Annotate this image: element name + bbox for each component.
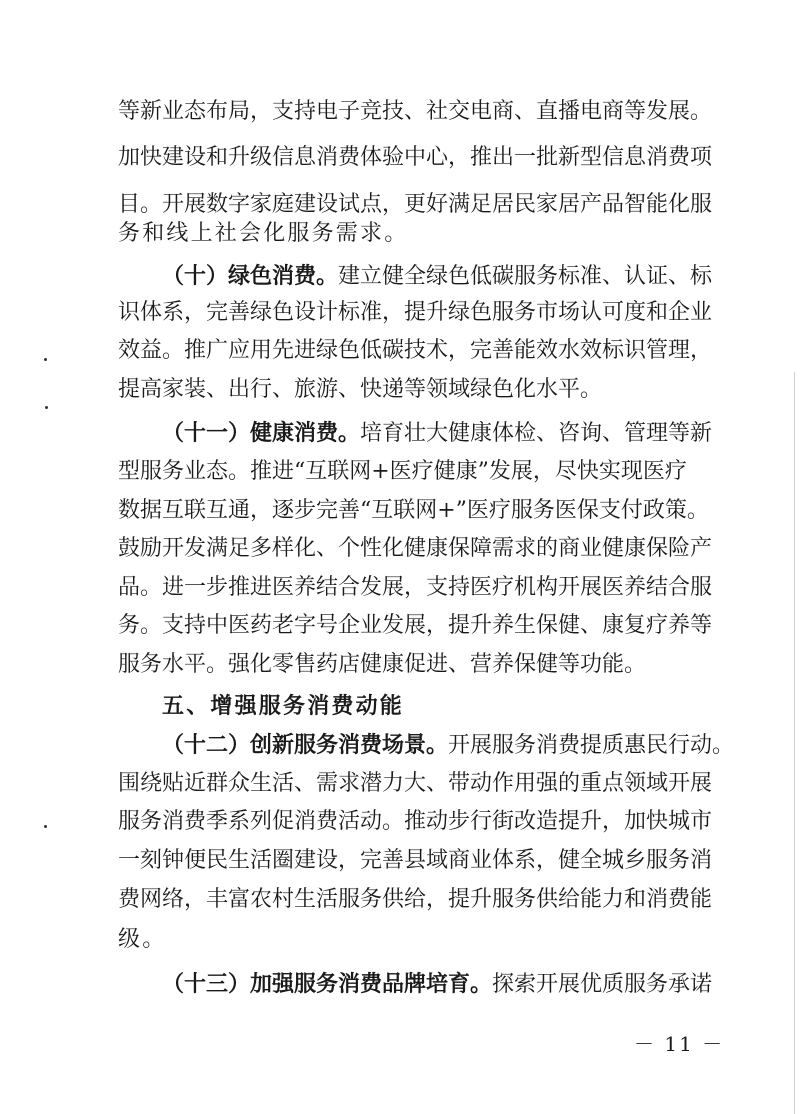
- line-text: 一刻钟便民生活圈建设，完善县域商业体系，健全城乡服务消: [118, 848, 713, 873]
- line-text: 等新业态布局，支持电子竞技、社交电商、直播电商等发展。: [118, 99, 713, 124]
- line-text: 型服务业态。推进“互联网+医疗健康”发展，尽快实现医疗: [118, 459, 687, 484]
- text-line: [118, 572, 732, 604]
- line-text: 服务消费季系列促消费活动。推动步行街改造提升，加快城市: [118, 809, 713, 834]
- line-text: 目。开展数字家庭建设试点，更好满足居民家居产品智能化服: [118, 192, 713, 217]
- text-line: [118, 768, 732, 800]
- text-line: [118, 533, 732, 565]
- paragraph-start-line: [162, 729, 735, 761]
- text-line: [118, 924, 732, 956]
- line-text: 务。支持中医药老字号企业发展，提升养生保健、康复疗养等: [118, 613, 713, 638]
- text-line: [118, 456, 732, 488]
- line-text: 开展服务消费提质惠民行动。: [448, 733, 735, 758]
- text-line: [118, 374, 732, 406]
- line-text: 品。进一步推进医养结合发展，支持医疗机构开展医养结合服: [118, 575, 713, 600]
- line-text: 费网络，丰富农村生活服务供给，提升服务供给能力和消费能: [118, 887, 713, 912]
- line-text: 建立健全绿色低碳服务标准、认证、标: [338, 264, 713, 289]
- line-text: 数据互联互通，逐步完善“互联网+”医疗服务医保支付政策。: [118, 498, 709, 523]
- scan-mark: [44, 358, 47, 361]
- text-line: [118, 335, 732, 367]
- text-line: [118, 218, 732, 250]
- text-line: [118, 806, 732, 838]
- page-number: － 11 －: [634, 1032, 725, 1056]
- text-line: [118, 884, 732, 916]
- line-text: 培育壮大健康体检、咨询、管理等新: [360, 421, 713, 446]
- paragraph-start-line: [162, 417, 732, 449]
- line-text: 效益。推广应用先进绿色低碳技术，完善能效水效标识管理，: [118, 338, 713, 363]
- item-title: （十二）创新服务消费场景。: [162, 732, 449, 758]
- scan-mark: [44, 825, 47, 828]
- scan-mark: [45, 406, 48, 409]
- item-title: （十三）加强服务消费品牌培育。: [162, 971, 493, 997]
- text-line: [118, 845, 732, 877]
- text-line: [118, 649, 732, 681]
- text-line: [118, 142, 732, 174]
- line-text: 服务水平。强化零售药店健康促进、营养保健等功能。: [118, 652, 647, 677]
- line-text: 围绕贴近群众生活、需求潜力大、带动作用强的重点领域开展: [118, 771, 713, 796]
- paragraph-start-line: [162, 968, 732, 1000]
- text-line: [118, 96, 732, 128]
- line-text: 加快建设和升级信息消费体验中心，推出一批新型信息消费项: [118, 145, 713, 170]
- line-text: 务和线上社会化服务需求。: [118, 221, 409, 246]
- paragraph-start-line: [162, 260, 732, 292]
- text-line: [118, 189, 732, 221]
- text-line: [118, 297, 732, 329]
- line-text: 级。: [118, 927, 167, 952]
- text-line: [118, 495, 732, 527]
- section-heading: [162, 691, 732, 723]
- line-text: 探索开展优质服务承诺: [492, 972, 713, 997]
- line-text: 鼓励开发满足多样化、个性化健康保障需求的商业健康保险产: [118, 536, 713, 561]
- item-title: （十）绿色消费。: [162, 263, 339, 289]
- line-text: 识体系，完善绿色设计标准，提升绿色服务市场认可度和企业: [118, 300, 713, 325]
- item-title: （十一）健康消费。: [162, 420, 361, 446]
- text-line: [118, 610, 732, 642]
- page-edge-line: [794, 372, 795, 1114]
- line-text: 提高家装、出行、旅游、快递等领域绿色化水平。: [118, 377, 603, 402]
- section-heading-text: 五、增强服务消费动能: [162, 694, 405, 719]
